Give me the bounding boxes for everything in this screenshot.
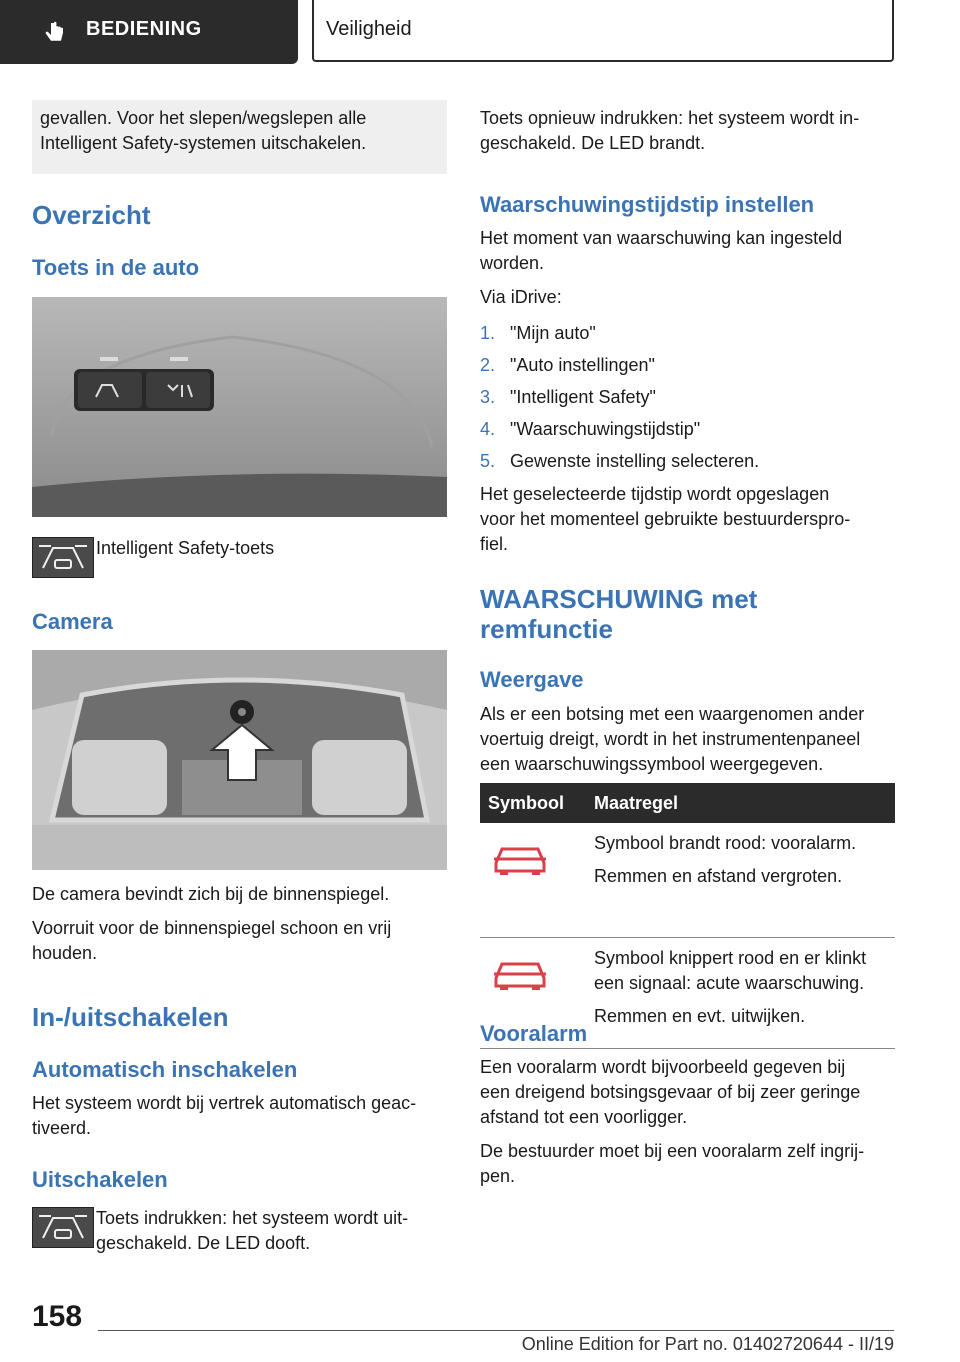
measure-text: een signaal: acute waarschuwing. — [594, 973, 865, 993]
uit-text: geschakeld. De LED dooft. — [96, 1233, 311, 1253]
heading-weergave: Weergave — [480, 667, 584, 692]
edition-text: Online Edition for Part no. 01402720644 - II/19 — [521, 1334, 894, 1354]
table-cell — [480, 823, 586, 938]
step-number: 2. — [480, 355, 496, 375]
vooralarm-text: pen. — [480, 1166, 516, 1186]
weergave-text: een waarschuwingssymbool weergegeven. — [480, 754, 824, 774]
button-caption: Intelligent Safety-toets — [96, 538, 275, 558]
weergave-text: voertuig dreigt, wordt in het instrumentenpaneel — [480, 729, 861, 749]
measure-text: Remmen en afstand vergroten. — [594, 866, 843, 886]
heading-overzicht: Overzicht — [32, 200, 151, 230]
heading-automatisch: Automatisch inschakelen — [32, 1057, 298, 1082]
note-line: gevallen. Voor het slepen/wegslepen alle — [40, 108, 367, 128]
vooralarm-text: Een vooralarm wordt bijvoorbeeld gegeven bij — [480, 1057, 846, 1077]
car-warning-icon — [490, 952, 550, 992]
page-number: 158 — [32, 1300, 83, 1333]
symbol-table — [480, 783, 895, 1049]
step-text: "Waarschuwingstijdstip" — [510, 419, 701, 439]
heading-vooralarm: Vooralarm — [480, 1021, 588, 1046]
step-number: 5. — [480, 451, 496, 471]
via-text: Via iDrive: — [480, 287, 562, 307]
subsection-label: Veiligheid — [326, 18, 412, 40]
note-line: Intelligent Safety-systemen uitschakelen. — [40, 133, 367, 153]
uit-text: Toets indrukken: het systeem wordt uit- — [96, 1208, 409, 1228]
list-item — [480, 445, 895, 477]
table-cell — [586, 823, 895, 938]
heading-toets: Toets in de auto — [32, 255, 200, 280]
measure-text: Symbool brandt rood: vooralarm. — [594, 833, 857, 853]
toets-text: geschakeld. De LED brandt. — [480, 133, 706, 153]
saved-text: Het geselecteerde tijdstip wordt opgeslagen — [480, 484, 830, 504]
step-number: 3. — [480, 387, 496, 407]
page-header — [0, 0, 960, 66]
heading-waarschuwing: remfunctie — [480, 614, 613, 644]
camera-text: Voorruit voor de binnenspiegel schoon en vrij — [32, 918, 392, 938]
step-text: "Auto instellingen" — [510, 355, 655, 375]
footer-divider — [98, 1330, 894, 1331]
list-item — [480, 317, 895, 349]
button-photo-image — [32, 297, 447, 517]
section-tab[interactable] — [0, 0, 298, 64]
table-header: Maatregel — [586, 783, 895, 823]
step-number: 1. — [480, 323, 496, 343]
table-row — [480, 823, 895, 938]
vooralarm-text: afstand tot een voorligger. — [480, 1107, 688, 1127]
vooralarm-text: een dreigend botsingsgevaar of bij zeer geringe — [480, 1082, 861, 1102]
intelligent-safety-button-icon — [32, 537, 94, 578]
idrive-steps — [480, 317, 895, 477]
toets-text: Toets opnieuw indrukken: het systeem wordt in- — [480, 108, 860, 128]
left-column — [32, 100, 447, 1253]
section-label: BEDIENING — [86, 18, 202, 40]
step-text: "Mijn auto" — [510, 323, 596, 343]
weergave-text: Als er een botsing met een waargenomen ander — [480, 704, 865, 724]
waarsch-text: Het moment van waarschuwing kan ingesteld — [480, 228, 843, 248]
list-item — [480, 413, 895, 445]
camera-photo — [32, 650, 447, 870]
heading-waarschuwing: WAARSCHUWING met — [480, 584, 758, 614]
auto-text: Het systeem wordt bij vertrek automatisch geac- — [32, 1093, 417, 1113]
note-box — [32, 100, 447, 174]
list-item — [480, 381, 895, 413]
table-cell — [586, 938, 895, 1049]
button-photo — [32, 297, 447, 517]
saved-text: voor het momenteel gebruikte bestuurderspro- — [480, 509, 851, 529]
waarsch-text: worden. — [480, 253, 545, 273]
step-number: 4. — [480, 419, 496, 439]
camera-photo-image — [32, 650, 447, 870]
camera-text: houden. — [32, 943, 98, 963]
hand-pointer-icon — [42, 20, 68, 46]
measure-text: Remmen en evt. uitwijken. — [594, 1006, 806, 1026]
heading-camera: Camera — [32, 609, 113, 634]
list-item — [480, 349, 895, 381]
subsection-tab — [312, 0, 894, 62]
saved-text: fiel. — [480, 534, 509, 554]
intelligent-safety-button-icon — [32, 1207, 94, 1248]
measure-text: Symbool knippert rood en er klinkt — [594, 948, 867, 968]
vooralarm-text: De bestuurder moet bij een vooralarm zelf ingrij- — [480, 1141, 865, 1161]
heading-in-uitschakelen: In-/uitschakelen — [32, 1002, 229, 1032]
step-text: "Intelligent Safety" — [510, 387, 656, 407]
step-text: Gewenste instelling selecteren. — [510, 451, 760, 471]
heading-uitschakelen: Uitschakelen — [32, 1167, 168, 1192]
camera-text: De camera bevindt zich bij de binnenspiegel. — [32, 884, 390, 904]
table-header: Symbool — [480, 783, 586, 823]
heading-waarschuwingstijdstip: Waarschuwingstijdstip instellen — [480, 192, 815, 217]
car-warning-icon — [490, 837, 550, 877]
auto-text: tiveerd. — [32, 1118, 92, 1138]
table-header-row — [480, 783, 895, 823]
